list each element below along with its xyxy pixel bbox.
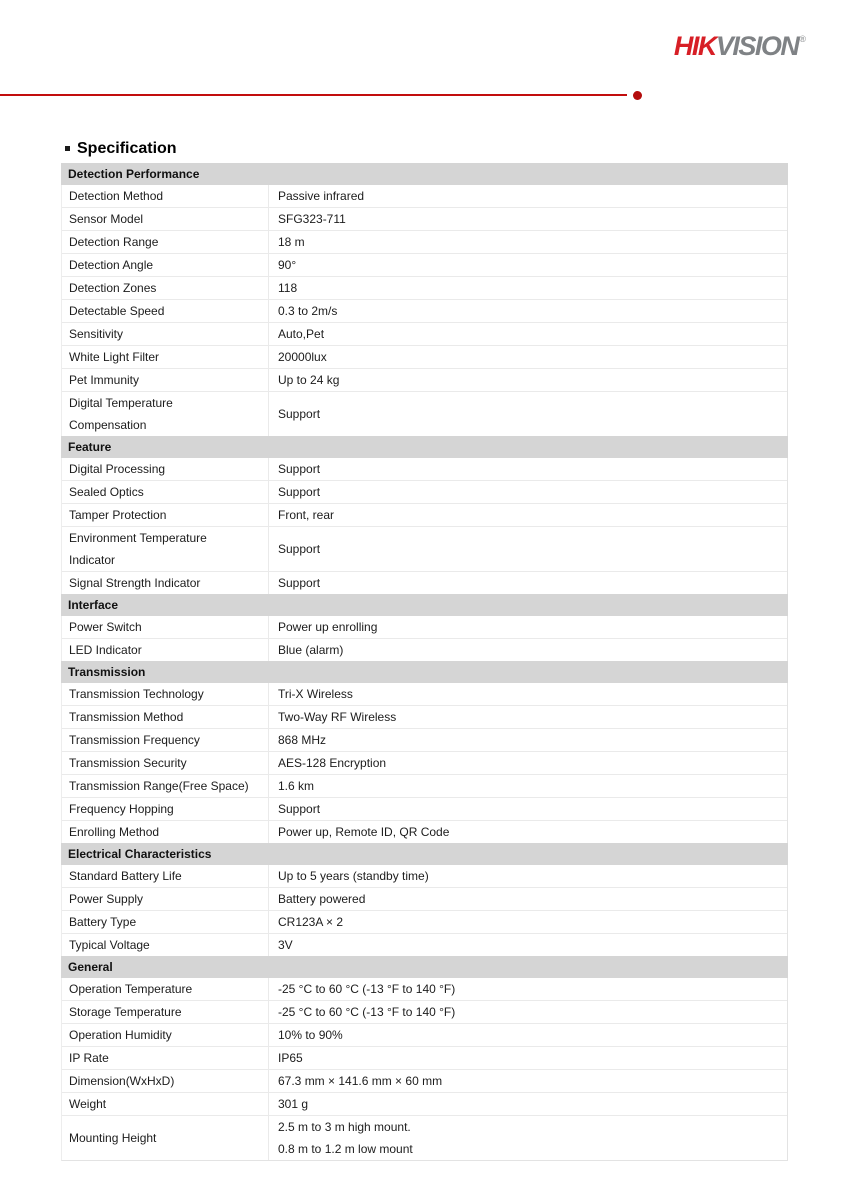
spec-row xyxy=(62,299,787,322)
spec-label xyxy=(62,1001,269,1023)
page-title xyxy=(65,141,177,157)
spec-row xyxy=(62,1000,787,1023)
spec-label-line: IP Rate xyxy=(69,1051,109,1065)
spec-value xyxy=(269,911,787,933)
spec-label-line: Battery Type xyxy=(69,915,137,929)
spec-label-line: Tamper Protection xyxy=(69,508,167,522)
spec-value-line: Power up, Remote ID, QR Code xyxy=(278,825,450,839)
spec-label xyxy=(62,978,269,1000)
spec-row xyxy=(62,865,787,887)
spec-row xyxy=(62,683,787,705)
spec-label xyxy=(62,300,269,322)
spec-value-line: Tri-X Wireless xyxy=(278,687,353,701)
spec-row xyxy=(62,458,787,480)
spec-row xyxy=(62,797,787,820)
spec-label-line: Transmission Technology xyxy=(69,687,204,701)
spec-value xyxy=(269,300,787,322)
spec-value xyxy=(269,208,787,230)
spec-value-line: Support xyxy=(278,576,321,590)
spec-value-line: 67.3 mm × 141.6 mm × 60 mm xyxy=(278,1074,443,1088)
spec-row xyxy=(62,910,787,933)
spec-value xyxy=(269,683,787,705)
spec-row xyxy=(62,1069,787,1092)
spec-label xyxy=(62,1070,269,1092)
spec-row xyxy=(62,728,787,751)
spec-label xyxy=(62,683,269,705)
spec-label xyxy=(62,185,269,207)
spec-label xyxy=(62,616,269,638)
spec-row xyxy=(62,480,787,503)
spec-value-line: 0.3 to 2m/s xyxy=(278,304,338,318)
spec-row xyxy=(62,276,787,299)
spec-value-line: 20000lux xyxy=(278,350,327,364)
spec-label-line: Storage Temperature xyxy=(69,1005,182,1019)
spec-value xyxy=(269,1116,787,1160)
spec-label-line: Digital Temperature xyxy=(69,396,173,410)
spec-value xyxy=(269,392,787,436)
spec-label-line: Pet Immunity xyxy=(69,373,140,387)
spec-value xyxy=(269,1093,787,1115)
spec-label-line: Environment Temperature xyxy=(69,531,207,545)
spec-value-line: SFG323-711 xyxy=(278,212,346,226)
spec-value-line: CR123A × 2 xyxy=(278,915,344,929)
spec-row xyxy=(62,751,787,774)
spec-label xyxy=(62,729,269,751)
spec-label xyxy=(62,911,269,933)
spec-label-line: Dimension(WxHxD) xyxy=(69,1074,175,1088)
spec-label-line: Transmission Method xyxy=(69,710,184,724)
spec-value xyxy=(269,978,787,1000)
spec-label xyxy=(62,639,269,661)
section-header-detection-performance: Detection Performance xyxy=(61,163,788,185)
spec-label xyxy=(62,481,269,503)
square-bullet-icon xyxy=(65,146,70,151)
spec-value xyxy=(269,1001,787,1023)
spec-value-line: 10% to 90% xyxy=(278,1028,343,1042)
spec-value xyxy=(269,277,787,299)
spec-row xyxy=(62,1023,787,1046)
spec-row xyxy=(62,230,787,253)
spec-value-line: Up to 5 years (standby time) xyxy=(278,869,429,883)
section-header-feature: Feature xyxy=(61,436,788,458)
spec-label xyxy=(62,798,269,820)
spec-label-line: Transmission Range(Free Space) xyxy=(69,779,249,793)
spec-value-line: 868 MHz xyxy=(278,733,327,747)
spec-value-line: IP65 xyxy=(278,1051,303,1065)
spec-value xyxy=(269,572,787,594)
spec-value xyxy=(269,346,787,368)
spec-value-line: Up to 24 kg xyxy=(278,373,340,387)
spec-value xyxy=(269,185,787,207)
spec-label-line: Typical Voltage xyxy=(69,938,150,952)
spec-label xyxy=(62,706,269,728)
divider-end-dot-icon xyxy=(633,91,642,100)
spec-value-line: Power up enrolling xyxy=(278,620,378,634)
spec-value xyxy=(269,616,787,638)
spec-label xyxy=(62,1024,269,1046)
spec-label-line: Operation Temperature xyxy=(69,982,193,996)
logo-vision-text: VISION xyxy=(715,31,799,61)
spec-value-line: 3V xyxy=(278,938,293,952)
spec-value-line: Auto,Pet xyxy=(278,327,325,341)
spec-label xyxy=(62,346,269,368)
spec-label xyxy=(62,1116,269,1160)
spec-value-line: Support xyxy=(278,802,321,816)
spec-value xyxy=(269,934,787,956)
spec-label xyxy=(62,572,269,594)
spec-label-line: Transmission Security xyxy=(69,756,187,770)
spec-label-line: Detection Zones xyxy=(69,281,157,295)
spec-value-line: -25 °C to 60 °C (-13 °F to 140 °F) xyxy=(278,982,456,996)
spec-label-line: Indicator xyxy=(69,553,116,567)
section-header-electrical-characteristics: Electrical Characteristics xyxy=(61,843,788,865)
spec-label xyxy=(62,369,269,391)
spec-value-line: Support xyxy=(278,407,321,421)
spec-label-line: White Light Filter xyxy=(69,350,160,364)
spec-row xyxy=(62,1092,787,1115)
spec-label-line: Sensitivity xyxy=(69,327,124,341)
spec-row xyxy=(62,368,787,391)
spec-label xyxy=(62,254,269,276)
spec-value xyxy=(269,458,787,480)
spec-row xyxy=(62,253,787,276)
spec-label-line: Frequency Hopping xyxy=(69,802,174,816)
spec-value xyxy=(269,798,787,820)
spec-label xyxy=(62,865,269,887)
spec-value xyxy=(269,706,787,728)
spec-value xyxy=(269,775,787,797)
page-title-text: Specification xyxy=(77,140,177,157)
spec-value xyxy=(269,231,787,253)
spec-value xyxy=(269,1024,787,1046)
spec-label xyxy=(62,458,269,480)
spec-value-line: Front, rear xyxy=(278,508,335,522)
spec-label xyxy=(62,392,269,436)
spec-value-line: -25 °C to 60 °C (-13 °F to 140 °F) xyxy=(278,1005,456,1019)
spec-value xyxy=(269,527,787,571)
spec-value-line: Passive infrared xyxy=(278,189,365,203)
spec-label xyxy=(62,821,269,843)
spec-value xyxy=(269,865,787,887)
spec-label-line: Enrolling Method xyxy=(69,825,160,839)
spec-value xyxy=(269,1070,787,1092)
spec-value xyxy=(269,369,787,391)
spec-value-line: AES-128 Encryption xyxy=(278,756,387,770)
spec-label xyxy=(62,752,269,774)
spec-label xyxy=(62,504,269,526)
spec-label-line: Power Switch xyxy=(69,620,142,634)
spec-value-line: Blue (alarm) xyxy=(278,643,344,657)
spec-value xyxy=(269,821,787,843)
spec-label-line: LED Indicator xyxy=(69,643,142,657)
spec-label-line: Detection Method xyxy=(69,189,164,203)
spec-row xyxy=(62,638,787,661)
spec-value-line: Support xyxy=(278,485,321,499)
spec-label-line: Standard Battery Life xyxy=(69,869,182,883)
spec-row xyxy=(62,345,787,368)
spec-label xyxy=(62,775,269,797)
spec-value-line: 118 xyxy=(278,281,298,295)
section-header-transmission: Transmission xyxy=(61,661,788,683)
spec-value-line: Support xyxy=(278,462,321,476)
header-divider-line xyxy=(0,94,627,96)
spec-row xyxy=(62,391,787,436)
spec-value xyxy=(269,639,787,661)
spec-label xyxy=(62,277,269,299)
spec-row xyxy=(62,933,787,956)
spec-row xyxy=(62,185,787,207)
spec-label xyxy=(62,208,269,230)
spec-row xyxy=(62,322,787,345)
spec-row xyxy=(62,503,787,526)
spec-label-line: Operation Humidity xyxy=(69,1028,172,1042)
spec-value-line: 1.6 km xyxy=(278,779,315,793)
spec-value-line: Support xyxy=(278,542,321,556)
spec-value-line: 90° xyxy=(278,258,297,272)
spec-value xyxy=(269,1047,787,1069)
spec-value xyxy=(269,323,787,345)
spec-row xyxy=(62,1115,787,1160)
spec-label-line: Detectable Speed xyxy=(69,304,165,318)
spec-value-line: 0.8 m to 1.2 m low mount xyxy=(278,1142,413,1156)
spec-value xyxy=(269,888,787,910)
spec-value xyxy=(269,481,787,503)
spec-label-line: Sensor Model xyxy=(69,212,144,226)
spec-label-line: Digital Processing xyxy=(69,462,166,476)
spec-value-line: 18 m xyxy=(278,235,305,249)
spec-label xyxy=(62,934,269,956)
spec-label xyxy=(62,1093,269,1115)
spec-value xyxy=(269,254,787,276)
specification-table xyxy=(61,163,788,1161)
section-header-general: General xyxy=(61,956,788,978)
spec-label-line: Compensation xyxy=(69,418,147,432)
registered-trademark-icon: ® xyxy=(799,34,806,44)
spec-value xyxy=(269,504,787,526)
spec-row xyxy=(62,207,787,230)
spec-label xyxy=(62,527,269,571)
hikvision-logo xyxy=(674,33,805,60)
spec-label-line: Mounting Height xyxy=(69,1131,157,1145)
spec-value-line: 301 g xyxy=(278,1097,309,1111)
spec-row xyxy=(62,571,787,594)
spec-row xyxy=(62,978,787,1000)
spec-label xyxy=(62,1047,269,1069)
spec-label-line: Transmission Frequency xyxy=(69,733,200,747)
spec-row xyxy=(62,616,787,638)
spec-label-line: Signal Strength Indicator xyxy=(69,576,201,590)
spec-value xyxy=(269,729,787,751)
spec-label-line: Detection Angle xyxy=(69,258,154,272)
spec-label-line: Detection Range xyxy=(69,235,159,249)
logo-hik-text: HIK xyxy=(673,31,716,61)
spec-value-line: Two-Way RF Wireless xyxy=(278,710,397,724)
spec-label xyxy=(62,888,269,910)
spec-label xyxy=(62,323,269,345)
spec-row xyxy=(62,774,787,797)
spec-row xyxy=(62,887,787,910)
spec-row xyxy=(62,705,787,728)
section-header-interface: Interface xyxy=(61,594,788,616)
spec-label-line: Power Supply xyxy=(69,892,144,906)
spec-label xyxy=(62,231,269,253)
spec-value xyxy=(269,752,787,774)
spec-value-line: Battery powered xyxy=(278,892,366,906)
spec-label-line: Weight xyxy=(69,1097,107,1111)
spec-label-line: Sealed Optics xyxy=(69,485,144,499)
spec-value-line: 2.5 m to 3 m high mount. xyxy=(278,1120,411,1134)
spec-row xyxy=(62,1046,787,1069)
spec-row xyxy=(62,820,787,843)
spec-row xyxy=(62,526,787,571)
